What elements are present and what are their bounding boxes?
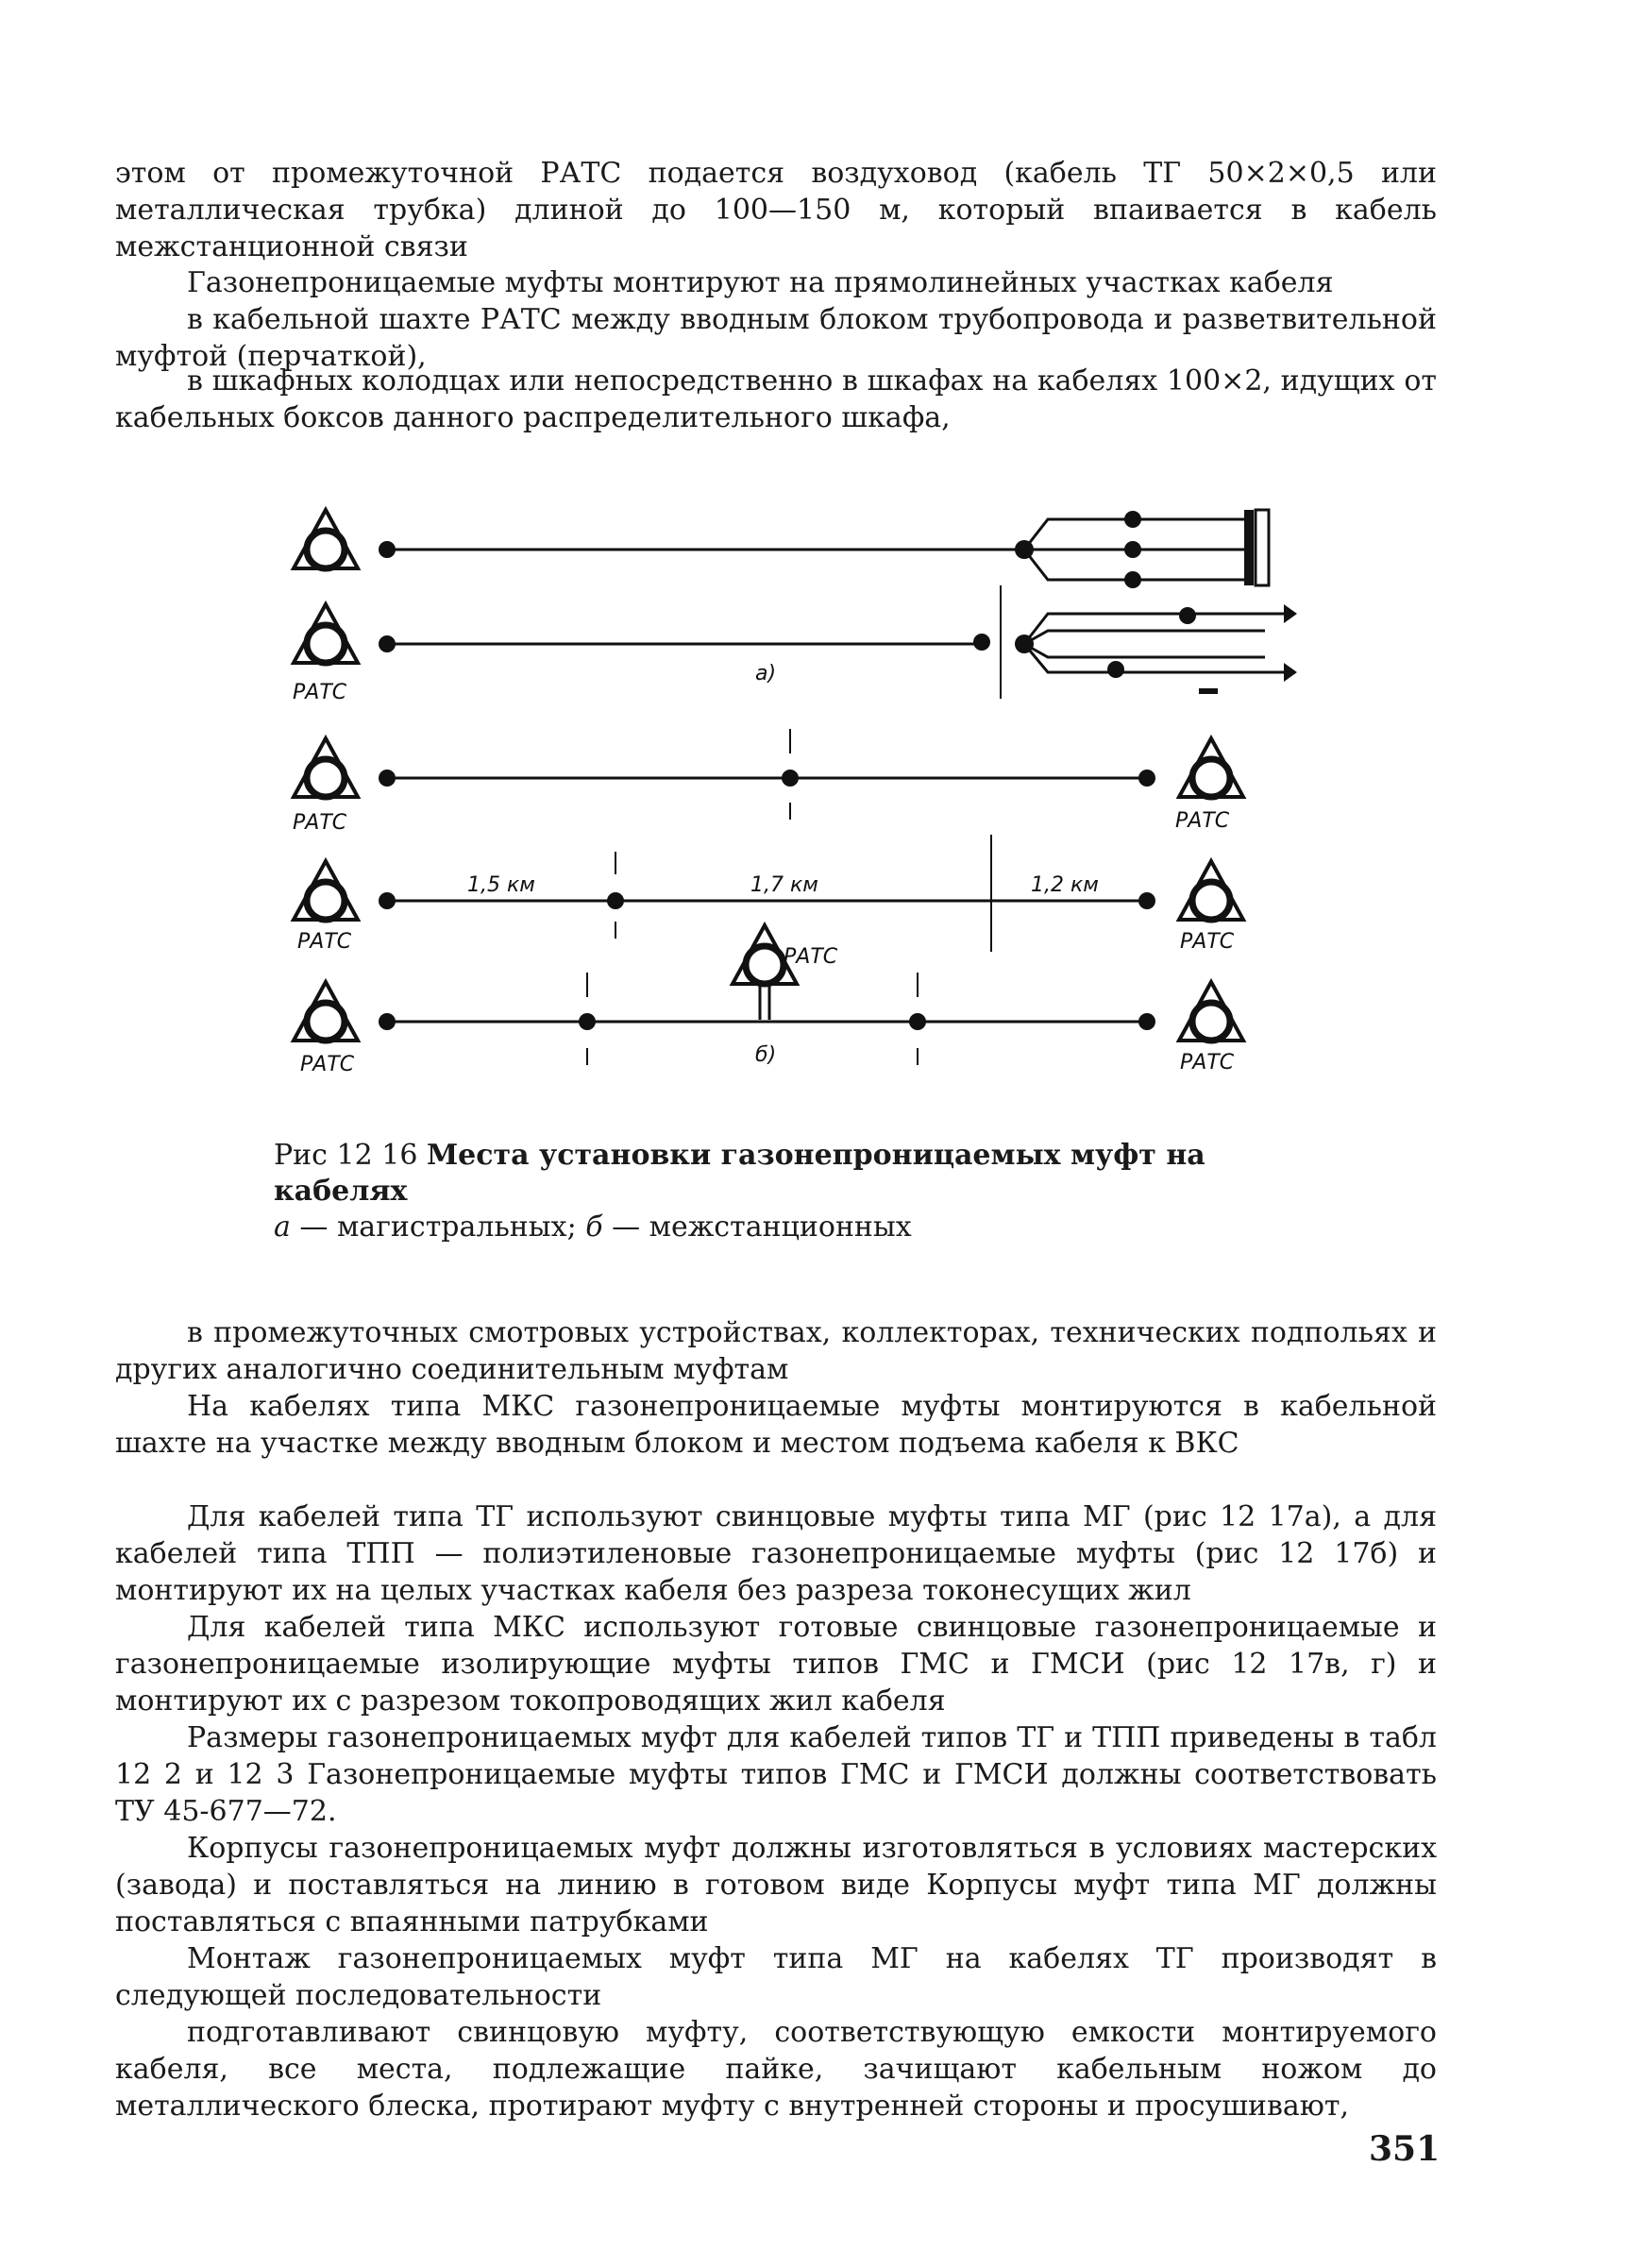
ratc-label: РАТС [784, 945, 838, 969]
paragraph-2: Газонепроницаемые муфты монтируют на прямолинейных участках кабеля [187, 266, 1334, 299]
row-5-interstation [294, 925, 1243, 1076]
ratc-label: РАТС [293, 681, 347, 704]
legend-a-text: магистральных; [336, 1210, 577, 1244]
paragraph-1: этом от промежуточной РАТС подается воздуховод (кабель ТГ 50×2×0,5 или металлическая трубка) длиной до 100—150 м, который впаивается в кабель межстанционной связи [115, 157, 1437, 263]
ratc-label: РАТС [293, 811, 347, 835]
paragraph-7: Для кабелей типа ТГ используют свинцовые муфты типа МГ (рис 12 17а), а для кабелей типа ТПП — полиэтиленовые газонепроницаемые муфты (рис 12 17б) и монтируют их на целых участках кабеля без разреза токонесущих жил [115, 1500, 1437, 1607]
distance-label-3: 1,2 км [1031, 873, 1099, 897]
paragraph-4: в шкафных колодцах или непосредственно в шкафах на кабелях 100×2, идущих от кабельных боксов данного распределительного шкафа, [115, 364, 1437, 434]
row-3-interstation [293, 729, 1243, 835]
ratc-label: РАТС [1180, 1051, 1235, 1075]
row-1-trunk [294, 510, 1269, 588]
paragraph-9: Размеры газонепроницаемых муфт для кабелей типов ТГ и ТПП приведены в табл 12 2 и 12 3 Газонепроницаемые муфты типов ГМС и ГМСИ должны соответствовать ТУ 45-677—72. [115, 1721, 1437, 1828]
ratc-label: РАТС [300, 1053, 355, 1076]
paragraph-5: в промежуточных смотровых устройствах, коллекторах, технических подпольях и других аналогично соединительным муфтам [115, 1316, 1437, 1386]
distance-label-1: 1,5 км [467, 873, 535, 897]
distance-label-2: 1,7 км [750, 873, 818, 897]
legend-a-key: а [274, 1210, 291, 1244]
paragraph-11: Монтаж газонепроницаемых муфт типа МГ на кабелях ТГ производят в следующей последовательности [115, 1942, 1437, 2012]
legend-b-text: межстанционных [649, 1210, 912, 1244]
page-number: 351 [1369, 2129, 1441, 2169]
caption-title: Места установки газонепроницаемых муфт на кабелях [274, 1139, 1205, 1208]
paragraph-6: На кабелях типа МКС газонепроницаемые муфты монтируются в кабельной шахте на участке между вводным блоком и местом подъема кабеля к ВКС [115, 1390, 1437, 1460]
ratc-label: РАТС [1180, 930, 1235, 954]
paragraph-12: подготавливают свинцовую муфту, соответствующую емкости монтируемого кабеля, все места, подлежащие пайке, зачищают кабельным ножом до металлического блеска, протирают муфту с внутренней стороны и просушивают, [115, 2016, 1437, 2123]
row-2-trunk [293, 585, 1297, 704]
paragraph-10: Корпусы газонепроницаемых муфт должны изготовляться в условиях мастерских (завода) и поставляться на линию в готовом виде Корпусы муфт типа МГ должны поставляться с впаянными патрубками [115, 1832, 1437, 1938]
ratc-label: РАТС [297, 930, 352, 954]
label-a: а) [755, 662, 777, 685]
label-b: б) [755, 1043, 777, 1067]
legend-b-key: б [585, 1210, 603, 1244]
ratc-label: РАТС [1175, 809, 1230, 833]
caption-lead: Рис 12 16 [274, 1139, 418, 1172]
paragraph-3: в кабельной шахте РАТС между вводным блоком трубопровода и разветвительной муфтой (перчаткой), [115, 303, 1437, 373]
paragraph-8: Для кабелей типа МКС используют готовые свинцовые газонепроницаемые и газонепроницаемые изолирующие муфты типов ГМС и ГМСИ (рис 12 17в, г) и монтируют их с разрезом токопроводящих жил кабеля [115, 1611, 1437, 1718]
figure-caption: Рис 12 16 Места установки газонепроницаемых муфт на кабелях а — магистральных; б — межстанционных [274, 1139, 1205, 1244]
